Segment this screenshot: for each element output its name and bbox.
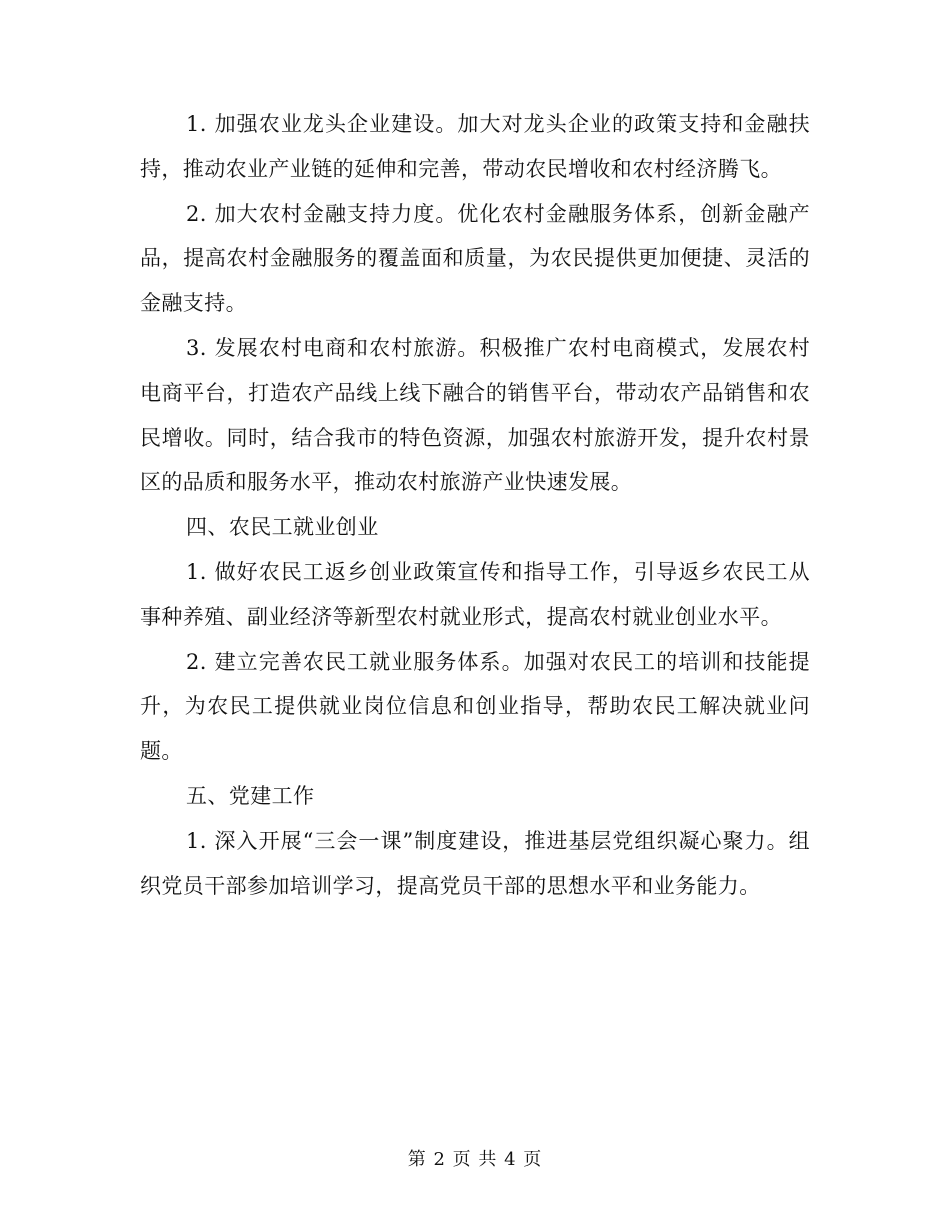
paragraph-6-three-meetings-one-lesson: 1. 深入开展“三会一课”制度建设，推进基层党组织凝心聚力。组织党员干部参加培训学习，提高党员干部的思想水平和业务能力。 bbox=[140, 828, 810, 898]
section-heading-migrant-workers: 四、农民工就业创业 bbox=[186, 515, 379, 540]
section-heading-party-building: 五、党建工作 bbox=[186, 783, 315, 808]
page-number-footer: 第 2 页 共 4 页 bbox=[407, 1149, 543, 1170]
paragraph-2-rural-finance: 2. 加大农村金融支持力度。优化农村金融服务体系，创新金融产品，提高农村金融服务的覆盖面和质量，为农民提供更加便捷、灵活的金融支持。 bbox=[140, 201, 810, 316]
paragraph-1-agri-enterprises: 1. 加强农业龙头企业建设。加大对龙头企业的政策支持和金融扶持，推动农业产业链的延伸和完善，带动农民增收和农村经济腾飞。 bbox=[140, 112, 810, 181]
paragraph-3-ecommerce-tourism: 3. 发展农村电商和农村旅游。积极推广农村电商模式，发展农村电商平台，打造农产品线上线下融合的销售平台，带动农产品销售和农民增收。同时，结合我市的特色资源，加强农村旅游开发，提升农村景区的品质和服务水平，推动农村旅游产业快速发展。 bbox=[140, 335, 810, 495]
paragraph-4-return-entrepreneurship: 1. 做好农民工返乡创业政策宣传和指导工作，引导返乡农民工从事种养殖、副业经济等新型农村就业形式，提高农村就业创业水平。 bbox=[140, 559, 810, 629]
document-body bbox=[140, 102, 810, 908]
paragraph-5-employment-services: 2. 建立完善农民工就业服务体系。加强对农民工的培训和技能提升，为农民工提供就业岗位信息和创业指导，帮助农民工解决就业问题。 bbox=[140, 649, 810, 764]
